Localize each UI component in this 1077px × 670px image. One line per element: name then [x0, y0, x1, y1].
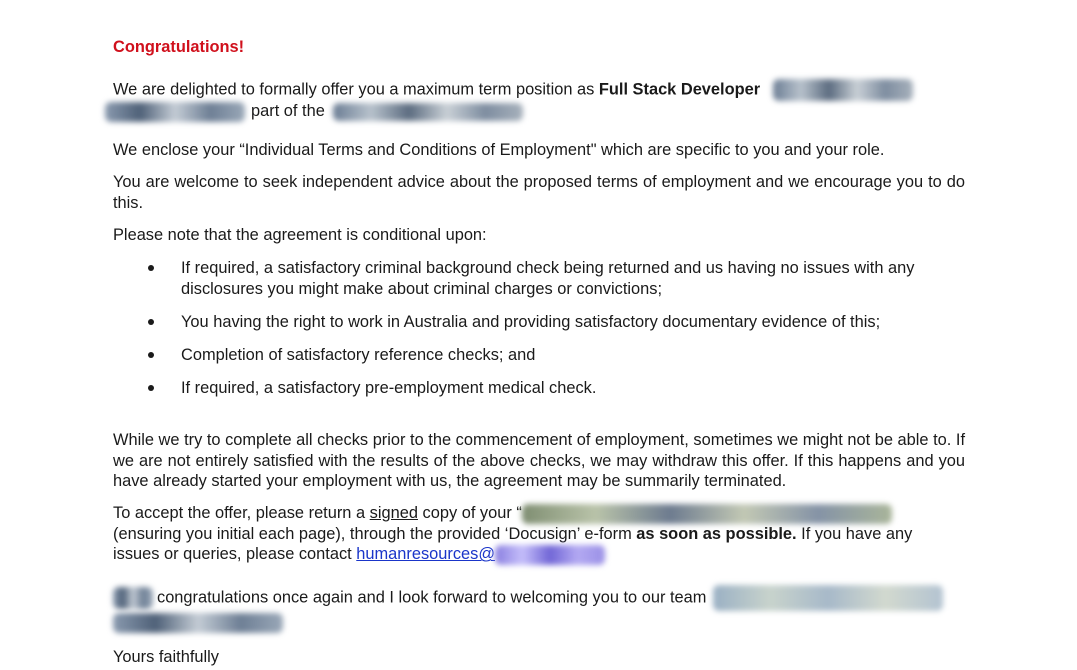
position-title: Full Stack Developer	[598, 80, 761, 99]
conditions-list	[113, 258, 965, 398]
redacted-block	[113, 613, 283, 633]
condition-text: If required, a satisfactory pre-employment medical check.	[181, 378, 597, 397]
acceptance-paragraph: To accept the offer, please return a signed copy of your “ (ensuring you initial each page), through the provided ‘Docusign’ e-form as soon as possible. If you have any issues or queries, please contact humanresources@	[113, 504, 913, 564]
redacted-block	[113, 587, 153, 609]
redacted-block	[773, 79, 913, 101]
conditions-intro: Please note that the agreement is conditional upon:	[113, 226, 487, 244]
condition-text: You having the right to work in Australia and providing satisfactory documentary evidence of this;	[181, 312, 881, 331]
redacted-block	[333, 103, 523, 121]
condition-text: Completion of satisfactory reference checks; and	[181, 345, 536, 364]
condition-text: If required, a satisfactory criminal background check being returned and us having no issues with any disclosures you might make about criminal charges or convictions;	[181, 259, 915, 298]
redacted-block	[495, 545, 605, 565]
offer-text-line1: We are delighted to formally offer you a maximum term position as	[113, 80, 599, 99]
offer-text-line2: part of the	[251, 102, 325, 120]
bullet-icon	[148, 352, 154, 358]
hr-email-link[interactable]: humanresources@	[356, 545, 495, 564]
list-item	[113, 258, 965, 299]
bullet-icon	[148, 319, 154, 325]
closing: Yours faithfully	[113, 648, 219, 666]
letter-heading: Congratulations!	[113, 38, 245, 56]
list-item	[113, 378, 965, 399]
redacted-block	[713, 585, 943, 611]
list-item	[113, 345, 965, 366]
bullet-icon	[148, 385, 154, 391]
checks-paragraph: While we try to complete all checks prior to the commencement of employment, sometimes we might not be able to. If we are not entirely satisfied with the results of the above checks, we may withdraw this offer. If this happens and you have already started your employment with us, the agreement may be summarily terminated.	[113, 431, 965, 490]
list-item	[113, 312, 965, 333]
redacted-block	[105, 102, 245, 122]
enclosure-paragraph: We enclose your “Individual Terms and Conditions of Employment" which are specific to you and your role.	[113, 141, 885, 159]
bullet-icon	[148, 265, 154, 271]
signed-word: signed	[369, 504, 418, 522]
offer-paragraph	[113, 79, 965, 122]
redacted-block	[522, 504, 892, 524]
advice-paragraph: You are welcome to seek independent advice about the proposed terms of employment and we encourage you to do this.	[113, 173, 965, 212]
congratulations-paragraph: congratulations once again and I look forward to welcoming you to our team	[113, 585, 965, 633]
